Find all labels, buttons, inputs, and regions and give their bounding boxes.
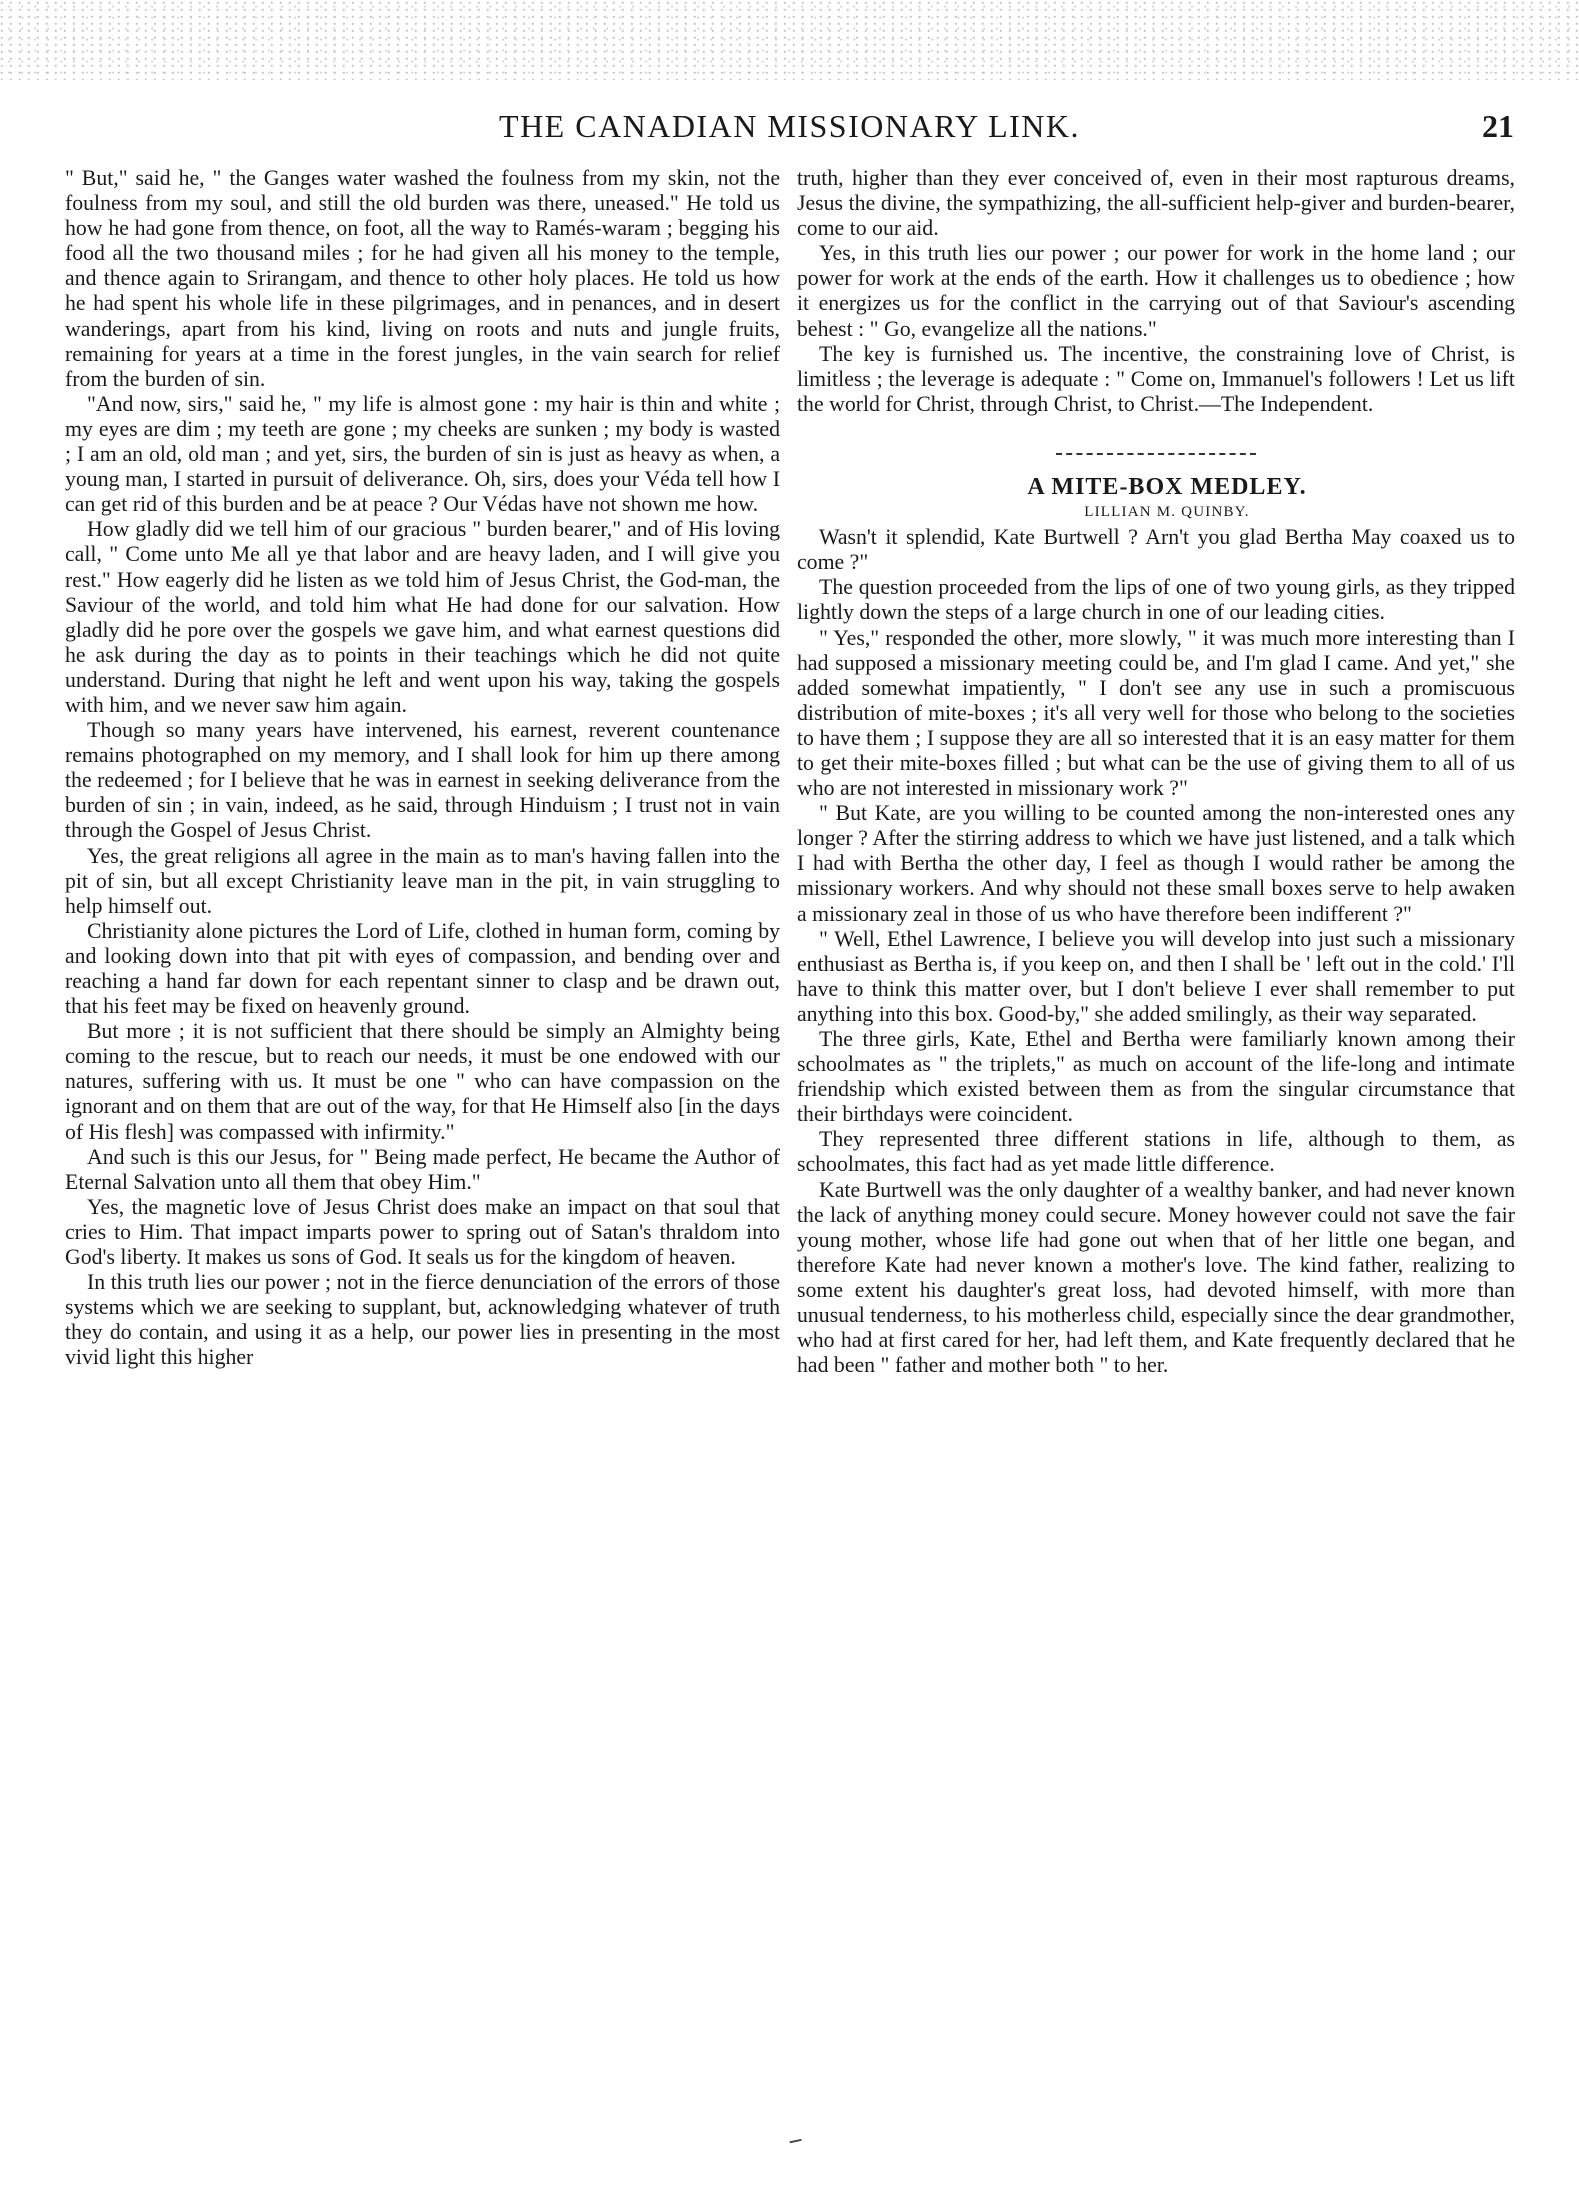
right-column: [797, 166, 1515, 1378]
paragraph: The key is furnished us. The incentive, the constraining love of Christ, is limitless ; the leverage is adequate : " Come on, Immanuel's followers ! Let us lift the world for Christ, through Christ, to Christ.—The Independent.: [797, 341, 1515, 416]
continued-paragraph: truth, higher than they ever conceived of, even in their most rapturous dreams, Jesus the divine, the sympathizing, the all-sufficient help-giver and burden-bearer, come to our aid.: [797, 166, 1515, 241]
story-paragraph: The question proceeded from the lips of one of two young girls, as they tripped lightly down the steps of a large church in one of our leading cities.: [797, 575, 1515, 625]
paragraph: How gladly did we tell him of our gracious " burden bearer," and of His loving call, " Come unto Me all ye that labor and are heavy laden, and I will give you rest." How eagerly did he listen as we told him of Jesus Christ, the God-man, the Saviour of the world, and told him what He had done for our salvation. How gladly did he pore over the gospels we gave him, and what earnest questions did he ask during the day as to points in their teachings which he did not quite understand. During that night he left and went upon his way, taking the gospels with him, and we never saw him again.: [65, 517, 780, 717]
paragraph: Yes, in this truth lies our power ; our power for work in the home land ; our power for work at the ends of the earth. How it challenges us to obedience ; how it energizes us for the conflict in the carrying out of that Saviour's ascending behest : " Go, evangelize all the nations.": [797, 241, 1515, 341]
paragraph: " But," said he, " the Ganges water washed the foulness from my skin, not the foulness from my soul, and still the old burden was there, uneased." He told us how he had gone from thence, on foot, all the way to Ramés-waram ; begging his food all the two thousand miles ; for he had given all his money to the temple, and thence again to Srirangam, and thence to other holy places. He told us how he had spent his whole life in these pilgrimages, and in penances, and in desert wanderings, apart from his kind, living on roots and nuts and jungle fruits, remaining for years at a time in the forest jungles, in the vain search for relief from the burden of sin.: [65, 166, 780, 391]
paragraph: But more ; it is not sufficient that there should be simply an Almighty being coming to the rescue, but to reach our needs, it must be one endowed with our natures, suffering with us. It must be one " who can have compassion on the ignorant and on them that are out of the way, for that He Himself also [in the days of His flesh] was compassed with infirmity.": [65, 1019, 780, 1144]
section-divider: [1056, 453, 1256, 455]
story-paragraph: " Yes," responded the other, more slowly, " it was much more interesting than I had supposed a missionary meeting could be, and I'm glad I came. And yet," she added somewhat impatiently, " I don't see any use in such a promiscuous distribution of mite-boxes ; it's all very well for those who belong to the societies to have them ; I suppose they are all so interested that it is an easy matter for them to get their mite-boxes filled ; but what can be the use of giving them to all of us who are not interested in missionary work ?": [797, 625, 1515, 801]
paragraph: Though so many years have intervened, his earnest, reverent countenance remains photographed on my memory, and I shall look for him up there among the redeemed ; for I believe that he was in earnest in seeking deliverance from the burden of sin ; in vain, indeed, as he said, through Hinduism ; I trust not in vain through the Gospel of Jesus Christ.: [65, 718, 780, 843]
paper-texture: [0, 0, 1579, 80]
article-title: A MITE-BOX MEDLEY.: [1027, 473, 1307, 500]
paragraph: And such is this our Jesus, for " Being made perfect, He became the Author of Eternal Salvation unto all them that obey Him.": [65, 1144, 780, 1194]
paragraph: In this truth lies our power ; not in the fierce denunciation of the errors of those systems which we are seeking to supplant, but, acknowledging whatever of truth they do contain, and using it as a help, our power lies in presenting in the most vivid light this higher: [65, 1270, 780, 1370]
author-byline: LILLIAN M. QUINBY.: [1084, 504, 1250, 521]
print-mark: [790, 2139, 803, 2147]
story-paragraph: Wasn't it splendid, Kate Burtwell ? Arn't you glad Bertha May coaxed us to come ?": [797, 525, 1515, 575]
paragraph: "And now, sirs," said he, " my life is almost gone : my hair is thin and white ; my eyes are dim ; my teeth are gone ; my cheeks are sunken ; my body is wasted ; I am an old, old man ; and yet, sirs, the burden of sin is just as heavy as when, a young man, I started in pursuit of deliverance. Oh, sirs, does your Véda tell how I can get rid of this burden and be at peace ? Our Védas have not shown me how.: [65, 391, 780, 517]
story-paragraph: " But Kate, are you willing to be counted among the non-interested ones any longer ? After the stirring address to which we have just listened, and a talk which I had with Bertha the other day, I feel as though I would rather be among the missionary workers. And why should not these small boxes serve to help awaken a missionary zeal in those of us who have therefore been indifferent ?": [797, 801, 1515, 926]
paragraph: Yes, the magnetic love of Jesus Christ does make an impact on that soul that cries to Him. That impact imparts power to spring out of Satan's thraldom into God's liberty. It makes us sons of God. It seals us for the kingdom of heaven.: [65, 1194, 780, 1270]
page-number: 21: [1482, 108, 1514, 144]
story-paragraph: Kate Burtwell was the only daughter of a wealthy banker, and had never known the lack of anything money could secure. Money however could not save the fair young mother, whose life had gone out when that of her little one began, and therefore Kate had never known a mother's love. The kind father, realizing to some extent his daughter's great loss, had devoted himself, with more than unusual tenderness, to his motherless child, especially since the dear grandmother, who had at first cared for her, had left them, and Kate frequently declared that he had been " father and mother both " to her.: [797, 1177, 1515, 1378]
story-paragraph: " Well, Ethel Lawrence, I believe you will develop into just such a missionary enthusiast as Bertha is, if you keep on, and then I shall be ' left out in the cold.' I'll have to think this matter over, but I don't believe I ever shall remember to put anything into this box. Good-by," she added smilingly, as their way separated.: [797, 926, 1515, 1026]
paragraph: Christianity alone pictures the Lord of Life, clothed in human form, coming by and looking down into that pit with eyes of compassion, and bending over and reaching a hand far down for each repentant sinner to clasp and be drawn out, that his feet may be fixed on heavenly ground.: [65, 918, 780, 1019]
left-column: [65, 166, 780, 1371]
periodical-title: THE CANADIAN MISSIONARY LINK.: [499, 108, 1080, 144]
page-header: [0, 108, 1579, 148]
story-paragraph: The three girls, Kate, Ethel and Bertha were familiarly known among their schoolmates as " the triplets," as much on account of the life-long and intimate friendship which existed between them as from the singular circumstance that their birthdays were coincident.: [797, 1027, 1515, 1127]
story-paragraph: They represented three different stations in life, although to them, as schoolmates, this fact had as yet made little difference.: [797, 1127, 1515, 1177]
paragraph: Yes, the great religions all agree in the main as to man's having fallen into the pit of sin, but all except Christianity leave man in the pit, in vain struggling to help himself out.: [65, 843, 780, 918]
